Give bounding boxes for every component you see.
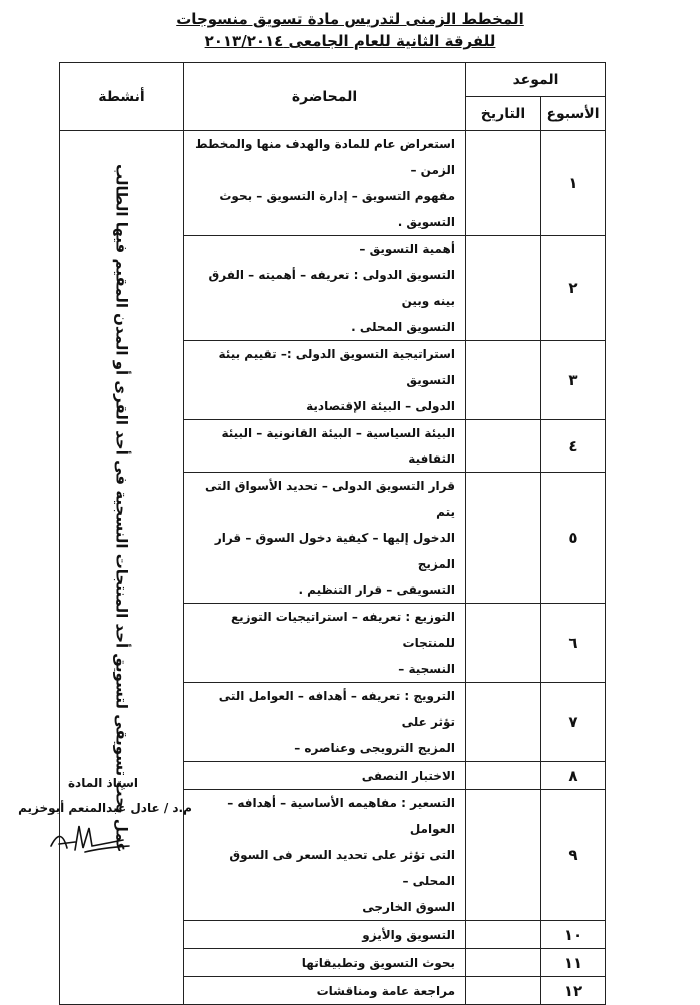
week-number: ٢	[541, 236, 606, 341]
lecture-cell	[184, 604, 466, 683]
lecture-line: التسويقى – قرار التنظيم .	[298, 583, 455, 597]
signature	[45, 820, 135, 862]
date-cell	[466, 131, 541, 236]
lecture-cell	[184, 420, 466, 473]
schedule-header: الموعد	[466, 63, 606, 97]
lecture-cell	[184, 790, 466, 921]
lecture-line: التوزيع : تعريفه – استراتيجيات التوزيع للمنتجات	[230, 610, 455, 650]
lecture-line: الدولى – البيئة الإقتصادية	[306, 399, 455, 413]
document-subtitle: للفرقة الثانية للعام الجامعى ٢٠١٣/٢٠١٤	[204, 32, 496, 50]
week-header: الأسبوع	[541, 97, 606, 131]
date-cell	[466, 604, 541, 683]
lecture-cell	[184, 683, 466, 762]
week-number: ٩	[541, 790, 606, 921]
lecture-line: أهمية التسويق –	[359, 242, 455, 256]
lecture-cell	[184, 949, 466, 977]
lecture-cell	[184, 977, 466, 1005]
lecture-cell	[184, 236, 466, 341]
activities-header: أنشطة	[60, 63, 184, 131]
week-number: ٦	[541, 604, 606, 683]
lecture-line: الدخول إليها – كيفية دخول السوق – قرار المزيج	[214, 531, 455, 571]
lecture-line: الاختبار النصفى	[361, 768, 455, 783]
date-cell	[466, 921, 541, 949]
date-cell	[466, 949, 541, 977]
document-title: المخطط الزمنى لتدريس مادة تسويق منسوجات	[176, 10, 524, 28]
activities-cell	[60, 131, 184, 1005]
week-number: ٧	[541, 683, 606, 762]
schedule-table	[59, 62, 606, 1005]
lecture-line: التسعير : مفاهيمه الأساسية – أهدافه – العوامل	[227, 796, 455, 836]
lecture-line: المزيج الترويجى وعناصره –	[294, 741, 455, 755]
lecture-cell	[184, 762, 466, 790]
lecture-cell	[184, 131, 466, 236]
date-header: التاريخ	[466, 97, 541, 131]
date-cell	[466, 420, 541, 473]
lecture-cell	[184, 921, 466, 949]
week-number: ١	[541, 131, 606, 236]
lecture-line: التسويق الدولى : تعريفه – أهميته – الفرق بينه وبين	[208, 268, 455, 308]
date-cell	[466, 236, 541, 341]
week-number: ٣	[541, 341, 606, 420]
lecture-line: بحوث التسويق وتطبيقاتها	[301, 955, 455, 970]
lecture-line: التى تؤثر على تحديد السعر فى السوق المحلى –	[229, 848, 455, 888]
date-cell	[466, 977, 541, 1005]
date-cell	[466, 762, 541, 790]
week-number: ٥	[541, 473, 606, 604]
table-row	[60, 131, 606, 236]
lecture-line: النسجية –	[398, 662, 455, 676]
lecture-line: مفهوم التسويق – إدارة التسويق – بحوث التسويق .	[219, 189, 455, 229]
date-cell	[466, 341, 541, 420]
lecture-line: قرار التسويق الدولى – تحديد الأسواق التى يتم	[204, 479, 455, 519]
lecture-header: المحاضرة	[184, 63, 466, 131]
week-number: ١٢	[541, 977, 606, 1005]
lecture-cell	[184, 473, 466, 604]
week-number: ١٠	[541, 921, 606, 949]
lecture-line: مراجعة عامة ومناقشات	[316, 983, 455, 998]
instructor-name: م.د / عادل عبدالمنعم أبوخزيم	[18, 801, 192, 815]
instructor-role: استاذ المادة	[67, 776, 139, 790]
lecture-line: السوق الخارجى	[362, 900, 455, 914]
week-number: ٨	[541, 762, 606, 790]
lecture-line: الترويج : تعريفه – أهدافه – العوامل التى تؤثر على	[218, 689, 455, 729]
lecture-cell	[184, 341, 466, 420]
date-cell	[466, 473, 541, 604]
date-cell	[466, 790, 541, 921]
week-number: ٤	[541, 420, 606, 473]
lecture-line: التسويق والأيزو	[362, 927, 455, 942]
lecture-line: البيئة السياسية – البيئة القانونية – البيئة الثقافية	[221, 426, 455, 466]
lecture-line: استعراض عام للمادة والهدف منها والمخطط الزمن –	[195, 137, 455, 177]
lecture-line: استراتيجية التسويق الدولى :– تقييم بيئة التسويق	[218, 347, 455, 387]
lecture-line: التسويق المحلى .	[351, 320, 455, 334]
activity-text: عمل بحث تسويقى لتسويق أحد المنتجات النسجية فى أحد القرى أو المدن المقيم فيها الطالب	[112, 163, 131, 853]
date-cell	[466, 683, 541, 762]
week-number: ١١	[541, 949, 606, 977]
